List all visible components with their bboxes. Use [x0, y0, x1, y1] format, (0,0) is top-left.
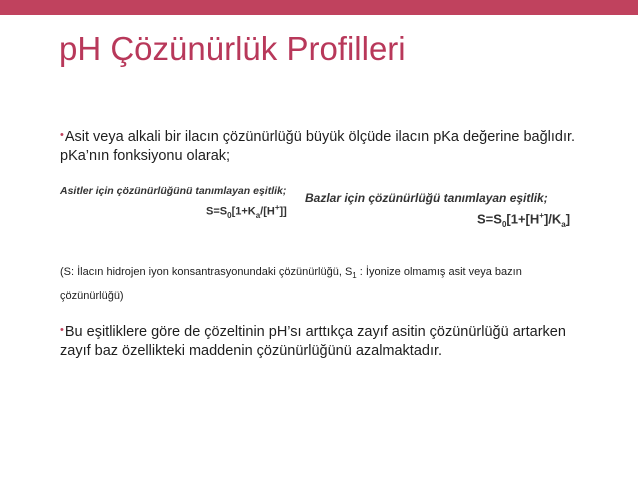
- bullet-paragraph-1: [60, 126, 580, 166]
- definition-note: (S: İlacın hidrojen iyon konsantrasyonundaki çözünürlüğü, $S_1$ : İyonize olmamış asit veya bazın çözünürlüğü): [60, 266, 522, 303]
- acid-equation-caption: Asitler için çözünürlüğünü tanımlayan eşitlik;: [60, 185, 287, 197]
- acid-equation-formula: $S=S_0[1+K_a/[H^+]]$: [206, 203, 287, 220]
- base-equation-formula: $S=S_0[1+[H^+]/K_a]$: [477, 211, 571, 229]
- bullet-paragraph-2: [60, 321, 580, 361]
- bullet-2-text: Bu eşitliklere göre de çözeltinin pH’sı arttıkça zayıf asitin çözünürlüğü artarken zayıf baz özellikteki maddenin çözünürlüğünü azalmaktadır.: [60, 324, 566, 359]
- slide-title: pH Çözünürlük Profilleri: [59, 30, 406, 67]
- base-equation-caption: Bazlar için çözünürlüğü tanımlayan eşitlik;: [305, 191, 548, 205]
- bullet-marker: •: [60, 129, 64, 141]
- top-accent-bar: [0, 0, 638, 15]
- base-equation-image: [305, 191, 570, 229]
- bullet-marker: •: [60, 324, 64, 336]
- bullet-1-text: Asit veya alkali bir ilacın çözünürlüğü büyük ölçüde ilacın pKa değerine bağlıdır. pKa’nın fonksiyonu olarak;: [60, 129, 576, 164]
- acid-equation-image: [60, 185, 287, 220]
